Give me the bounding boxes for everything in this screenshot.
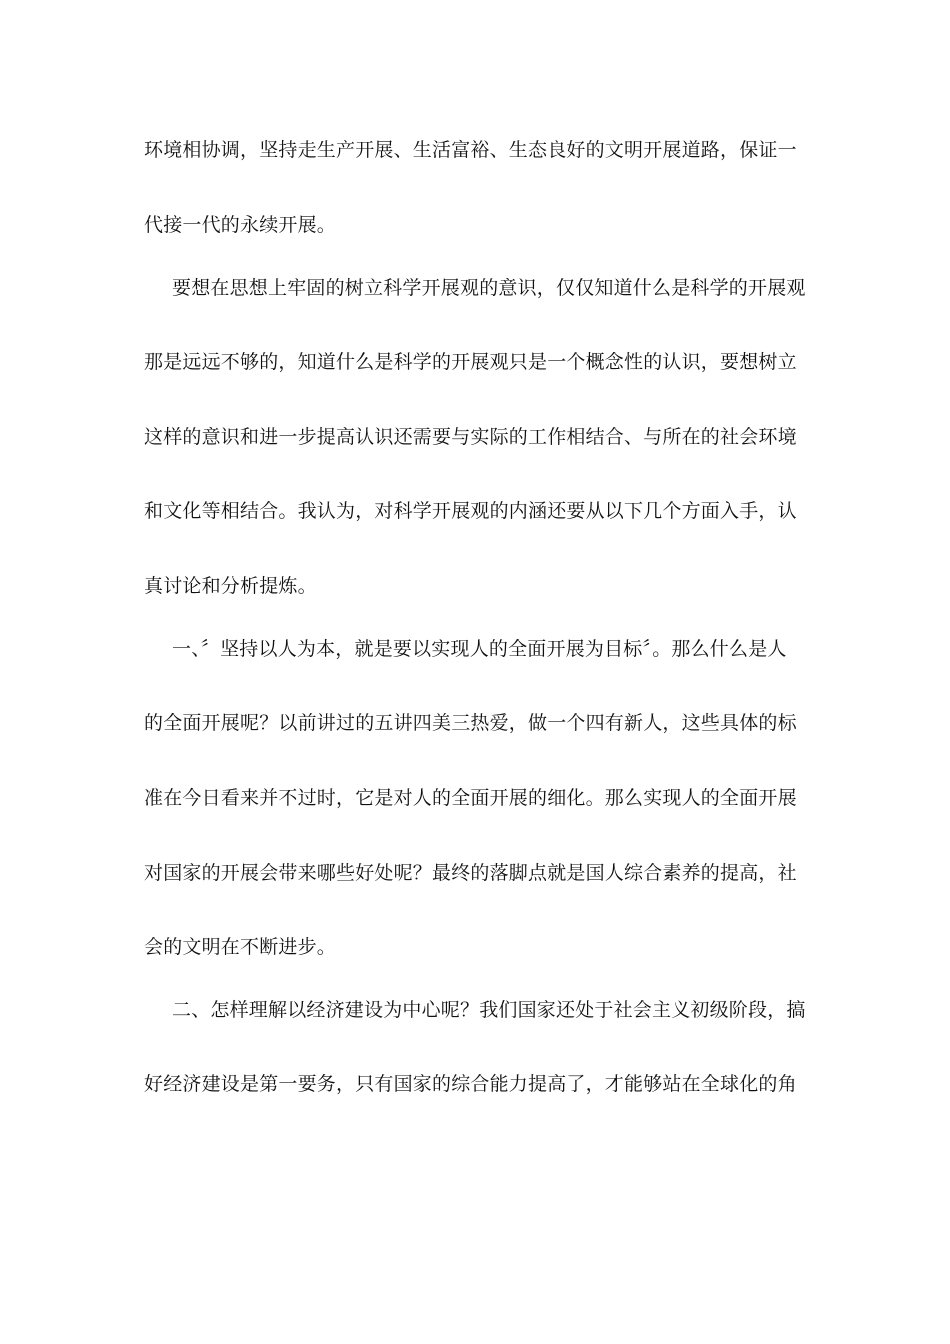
text-line-9: 的全面开展呢？以前讲过的五讲四美三热爱，做一个四有新人，这些具体的标 <box>144 712 797 734</box>
paragraph-start-line-3: 要想在思想上牢固的树立科学开展观的意识，仅仅知道什么是科学的开展观 <box>172 277 806 299</box>
text-line-11: 对国家的开展会带来哪些好处呢？最终的落脚点就是国人综合素养的提高，社 <box>144 862 797 884</box>
paragraph-start-line-13: 二、怎样理解以经济建设为中心呢？我们国家还处于社会主义初级阶段，搞 <box>172 999 806 1021</box>
text-line-4: 那是远远不够的，知道什么是科学的开展观只是一个概念性的认识，要想树立 <box>144 351 797 373</box>
text-line-10: 准在今日看来并不过时，它是对人的全面开展的细化。那么实现人的全面开展 <box>144 787 797 809</box>
paragraph-start-line-8: 一、〞坚持以人为本，就是要以实现人的全面开展为目标〞。那么什么是人 <box>172 638 787 660</box>
text-line-2: 代接一代的永续开展。 <box>144 214 337 236</box>
text-line-7: 真讨论和分析提炼。 <box>144 575 317 597</box>
text-line-6: 和文化等相结合。我认为，对科学开展观的内涵还要从以下几个方面入手，认 <box>144 500 797 522</box>
text-line-12: 会的文明在不断进步。 <box>144 936 337 958</box>
text-line-1: 环境相协调，坚持走生产开展、生活富裕、生态良好的文明开展道路，保证一 <box>144 139 797 161</box>
text-line-14: 好经济建设是第一要务，只有国家的综合能力提高了，才能够站在全球化的角 <box>144 1073 797 1095</box>
text-line-5: 这样的意识和进一步提高认识还需要与实际的工作相结合、与所在的社会环境 <box>144 426 797 448</box>
